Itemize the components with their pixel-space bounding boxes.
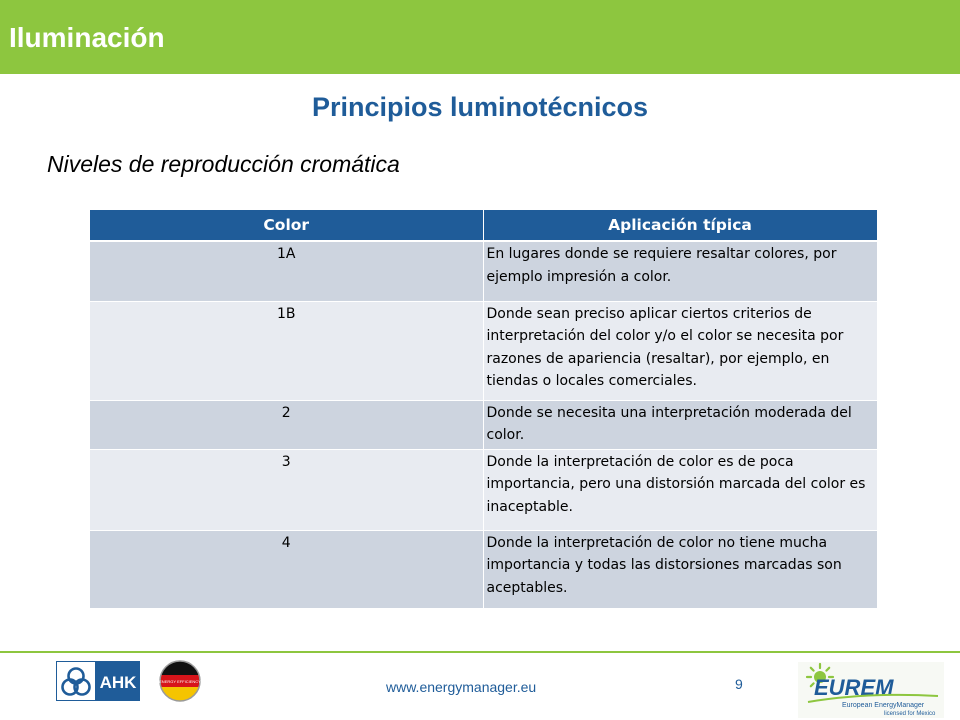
- table-row: [90, 400, 877, 449]
- slide-title: Principios luminotécnicos: [311, 92, 649, 122]
- column-header-color: Color: [90, 210, 483, 241]
- color-rendering-table: [90, 210, 878, 609]
- header-bar: [0, 0, 960, 74]
- row-application: Donde la interpretación de color es de poca importancia, pero una distorsión marcada del color es inaceptable.: [483, 449, 877, 530]
- header-title: Iluminación: [9, 22, 165, 53]
- row-code: 1B: [90, 301, 483, 400]
- eurem-tagline-2: licensed for Mexico: [884, 711, 936, 717]
- energy-efficiency-logo-text: ENERGY EFFICIENCY: [159, 679, 201, 684]
- column-header-application: Aplicación típica: [483, 210, 877, 241]
- footer-divider: [0, 651, 960, 653]
- row-code: 3: [90, 449, 483, 530]
- row-code: 4: [90, 530, 483, 608]
- row-code: 1A: [90, 241, 483, 301]
- website-url: www.energymanager.eu: [386, 679, 537, 695]
- table-row: [90, 301, 877, 400]
- table-row: [90, 241, 877, 301]
- page-number: 9: [735, 676, 743, 692]
- row-application: Donde sean preciso aplicar ciertos criterios de interpretación del color y/o el color se necesita por razones de apariencia (resaltar), por ejemplo, en tiendas o locales comerciales.: [483, 301, 877, 400]
- table-header-row: [90, 210, 877, 241]
- row-application: En lugares donde se requiere resaltar colores, por ejemplo impresión a color.: [483, 241, 877, 301]
- row-application: Donde se necesita una interpretación moderada del color.: [483, 400, 877, 449]
- row-code: 2: [90, 400, 483, 449]
- table-row: [90, 449, 877, 530]
- eurem-logo-text: EUREM: [814, 675, 894, 700]
- table-row: [90, 530, 877, 608]
- ahk-logo: [56, 661, 140, 701]
- energy-efficiency-logo: [158, 659, 202, 703]
- slide-subtitle: Niveles de reproducción cromática: [47, 151, 400, 177]
- eurem-logo: [798, 662, 944, 718]
- row-application: Donde la interpretación de color no tiene mucha importancia y todas las distorsiones marcadas son aceptables.: [483, 530, 877, 608]
- eurem-tagline-1: European EnergyManager: [842, 702, 925, 709]
- ahk-logo-text: AHK: [99, 673, 137, 692]
